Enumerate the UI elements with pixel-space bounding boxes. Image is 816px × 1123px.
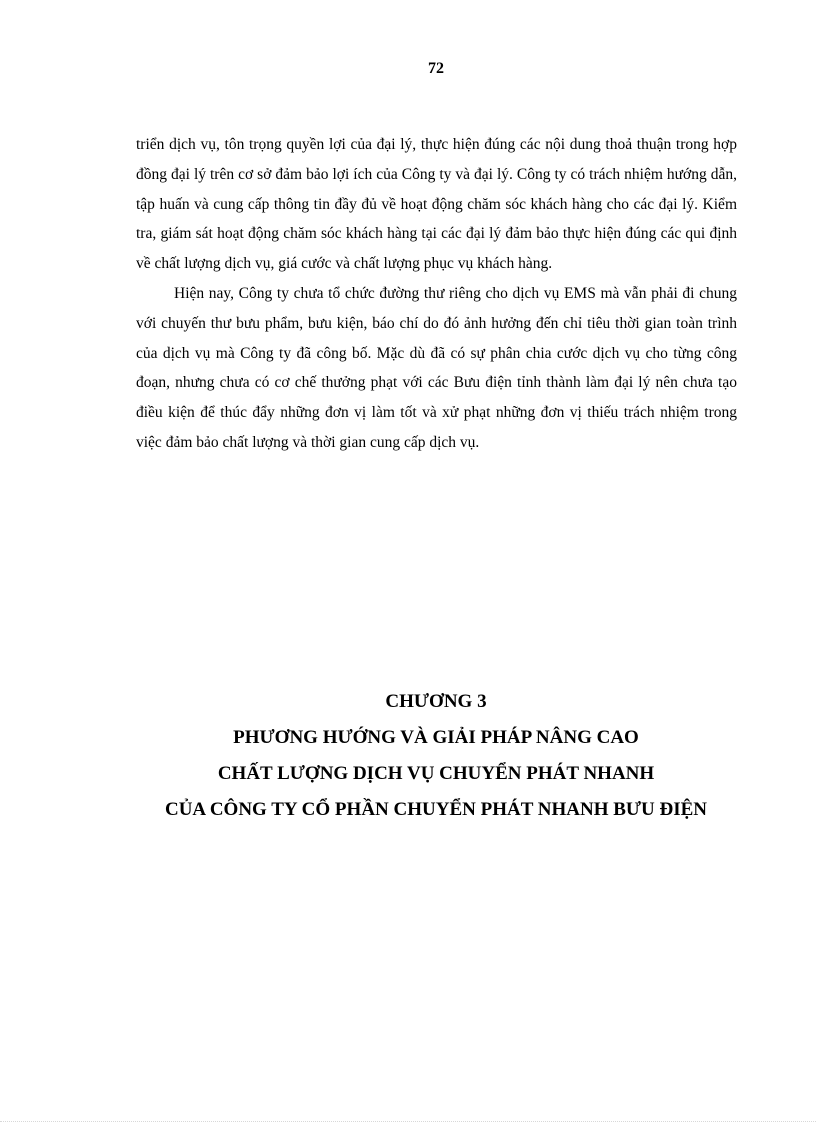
paragraph-1: triển dịch vụ, tôn trọng quyền lợi của đại lý, thực hiện đúng các nội dung thoả thuận trong hợp đồng đại lý trên cơ sở đảm bảo lợi ích của Công ty và đại lý. Công ty có trách nhiệm hướng dẫn, tập huấn và cung cấp thông tin đầy đủ về hoạt động chăm sóc khách hàng cho các đại lý. Kiểm tra, giám sát hoạt động chăm sóc khách hàng tại các đại lý đảm bảo thực hiện đúng các qui định về chất lượng dịch vụ, giá cước và chất lượng phục vụ khách hàng. xyxy=(136,136,737,273)
chapter-title-line-2: CHẤT LƯỢNG DỊCH VỤ CHUYỂN PHÁT NHANH xyxy=(217,763,655,784)
chapter-heading xyxy=(100,684,772,828)
chapter-label: CHƯƠNG 3 xyxy=(385,691,487,712)
chapter-title-line-1: PHƯƠNG HƯỚNG VÀ GIẢI PHÁP NÂNG CAO xyxy=(233,727,639,748)
page-bottom-rule xyxy=(0,1121,816,1122)
page-number: 72 xyxy=(428,60,444,77)
chapter-title-line-3: CỦA CÔNG TY CỔ PHẦN CHUYỂN PHÁT NHANH BƯU ĐIỆN xyxy=(164,799,708,820)
paragraph-2: Hiện nay, Công ty chưa tổ chức đường thư riêng cho dịch vụ EMS mà vẫn phải đi chung với chuyến thư bưu phẩm, bưu kiện, báo chí do đó ảnh hưởng đến chỉ tiêu thời gian toàn trình của dịch vụ mà Công ty đã công bố. Mặc dù đã có sự phân chia cước dịch vụ cho từng công đoạn, nhưng chưa có cơ chế thưởng phạt với các Bưu điện tỉnh thành làm đại lý nên chưa tạo điều kiện để thúc đẩy những đơn vị làm tốt và xử phạt những đơn vị thiếu trách nhiệm trong việc đảm bảo chất lượng và thời gian cung cấp dịch vụ. xyxy=(136,284,737,451)
body-text xyxy=(136,130,737,458)
